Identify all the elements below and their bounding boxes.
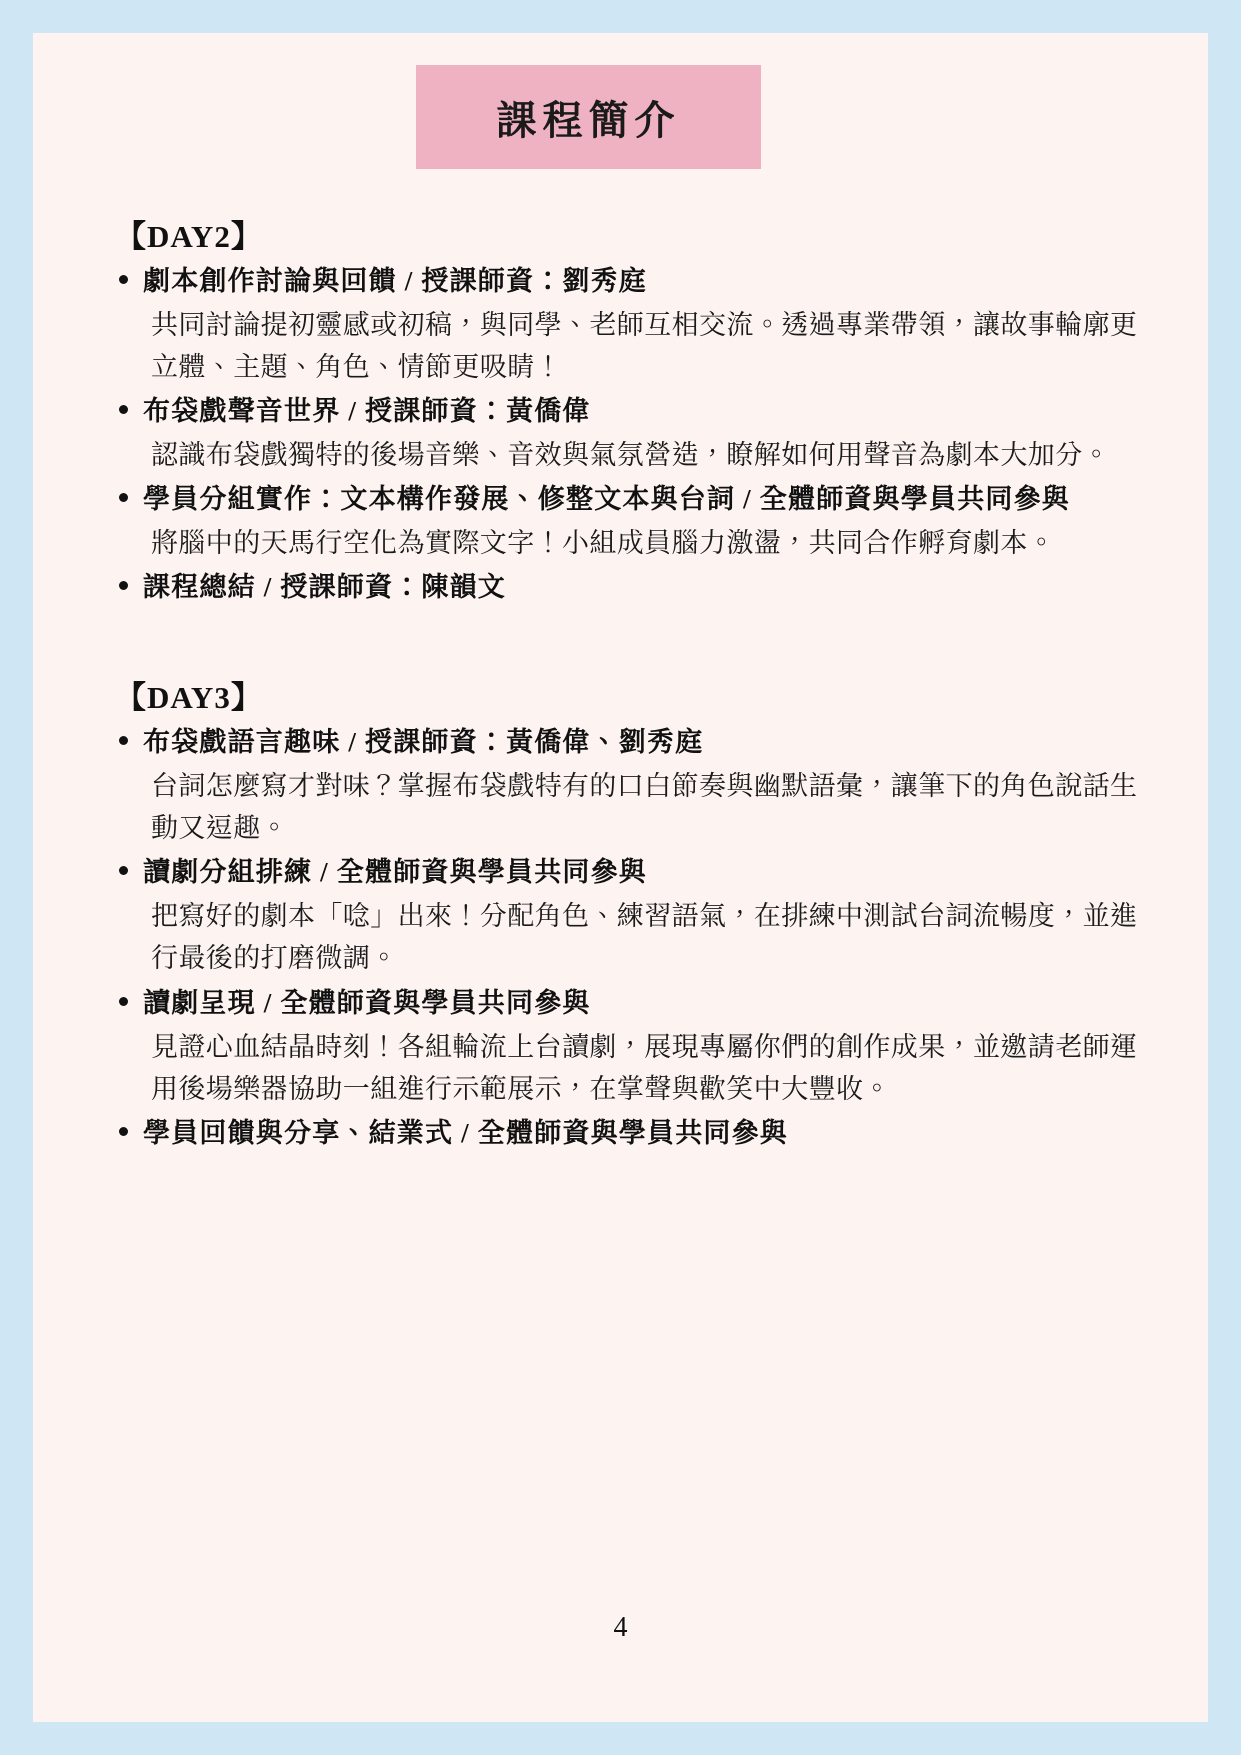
course-outline — [85, 193, 1160, 1158]
item-title: 學員回饋與分享、結業式 / 全體師資與學員共同參與 — [143, 1117, 789, 1148]
section-items-day3 — [85, 723, 1160, 1153]
document-page — [33, 33, 1208, 1722]
section-heading-day3: 【DAY3】 — [115, 680, 263, 716]
list-item — [85, 984, 1160, 1110]
bullet-icon — [119, 997, 128, 1006]
item-title: 劇本創作討論與回饋 / 授課師資：劉秀庭 — [143, 266, 648, 296]
item-title: 讀劇呈現 / 全體師資與學員共同參與 — [143, 987, 591, 1018]
section-heading-day2: 【DAY2】 — [115, 219, 263, 254]
list-item — [85, 853, 1160, 979]
list-item — [85, 480, 1160, 564]
item-title: 讀劇分組排練 / 全體師資與學員共同參與 — [143, 857, 648, 888]
list-item — [85, 1114, 1160, 1154]
bullet-icon — [119, 736, 128, 745]
item-title: 學員分組實作：文本構作發展、修整文本與台詞 / 全體師資與學員共同參與 — [143, 484, 1070, 515]
item-body: 共同討論提初靈感或初稿，與同學、老師互相交流。透過專業帶領，讓故事輪廓更立體、主題、角色、情節更吸睛！ — [151, 309, 1138, 383]
bullet-icon — [119, 581, 128, 590]
item-body: 台詞怎麼寫才對味？掌握布袋戲特有的口白節奏與幽默語彙，讓筆下的角色說話生動又逗趣。 — [151, 771, 1138, 844]
item-title: 課程總結 / 授課師資：陳韻文 — [143, 572, 507, 603]
section-spacer — [85, 612, 1160, 654]
bullet-icon — [119, 1127, 128, 1136]
page-title-banner — [416, 65, 761, 169]
page-title: 課程簡介 — [496, 97, 681, 143]
item-title: 布袋戲語言趣味 / 授課師資：黃僑偉、劉秀庭 — [143, 727, 704, 758]
list-item — [85, 568, 1160, 608]
item-body: 將腦中的天馬行空化為實際文字！小組成員腦力激盪，共同合作孵育劇本。 — [151, 528, 1056, 559]
page-number: 4 — [613, 1612, 628, 1643]
list-item — [85, 392, 1160, 476]
bullet-icon — [119, 275, 128, 284]
item-body: 把寫好的劇本「唸」出來！分配角色、練習語氣，在排練中測試台詞流暢度，並進行最後的打磨微調。 — [151, 901, 1138, 974]
bullet-icon — [119, 405, 128, 414]
section-items-day2 — [85, 262, 1160, 608]
item-title: 布袋戲聲音世界 / 授課師資：黃僑偉 — [143, 396, 591, 427]
item-body: 認識布袋戲獨特的後場音樂、音效與氣氛營造，瞭解如何用聲音為劇本大加分。 — [151, 440, 1110, 471]
item-body: 見證心血結晶時刻！各組輪流上台讀劇，展現專屬你們的創作成果，並邀請老師運用後場樂器協助一組進行示範展示，在掌聲與歡笑中大豐收。 — [151, 1031, 1138, 1104]
list-item — [85, 723, 1160, 849]
bullet-icon — [119, 866, 128, 875]
list-item — [85, 262, 1160, 388]
bullet-icon — [119, 493, 128, 502]
